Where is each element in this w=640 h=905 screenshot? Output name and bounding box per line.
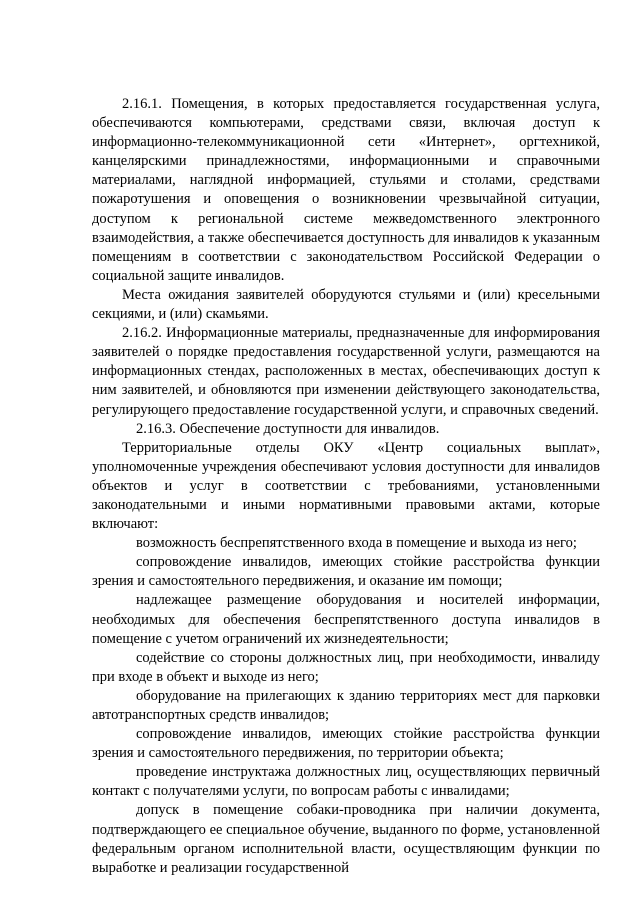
list-item: сопровождение инвалидов, имеющих стойкие расстройства функции зрения и самостоятельного передвижения, и оказание им помощи; (92, 554, 600, 590)
list-item: возможность беспрепятственного входа в помещение и выхода из него; (136, 535, 577, 552)
list-item: проведение инструктажа должностных лиц, осуществляющих первичный контакт с получателями услуги, по вопросам работы с инвалидами; (92, 764, 600, 800)
document-body (92, 95, 600, 878)
list-item: содействие со стороны должностных лиц, при необходимости, инвалиду при входе в объект и выходе из него; (92, 649, 600, 685)
paragraph-territorial-offices: Территориальные отделы ОКУ «Центр социальных выплат», уполномоченные учреждения обеспечивают условия доступности для инвалидов объектов и услуг в соответствии с требованиями, установленными законодательными и иными нормативными правовыми актами, которые включают: (92, 439, 600, 533)
list-item: сопровождение инвалидов, имеющих стойкие расстройства функции зрения и самостоятельного передвижения, по территории объекта; (92, 726, 600, 762)
paragraph-2-16-1: 2.16.1. Помещения, в которых предоставляется государственная услуга, обеспечиваются компьютерами, средствами связи, включая доступ к информационно-телекоммуникационной сети «Интернет», оргтехникой, канцелярскими принадлежностями, информационными и справочными материалами, наглядной информацией, стульями и столами, средствами пожаротушения и оповещения о возникновении чрезвычайной ситуации, доступом к региональной системе межведомственного электронного взаимодействия, а также обеспечивается доступность для инвалидов к указанным помещениям в соответствии с законодательством Российской Федерации о социальной защите инвалидов. (92, 96, 600, 284)
paragraph-2-16-2: 2.16.2. Информационные материалы, предназначенные для информирования заявителей о порядке предоставления государственной услуги, размещаются на информационных стендах, расположенных в местах, обеспечивающих доступ к ним заявителей, и обновляются при изменении действующего законодательства, регулирующего предоставление государственной услуги, и справочных сведений. (92, 325, 600, 418)
list-item: надлежащее размещение оборудования и носителей информации, необходимых для обеспечения беспрепятственного доступа инвалидов в помещение с учетом ограничений их жизнедеятельности; (92, 592, 600, 647)
paragraph-waiting-places: Места ожидания заявителей оборудуются стульями и (или) кресельными секциями, и (или) скамьями. (92, 286, 600, 323)
list-item: допуск в помещение собаки-проводника при наличии документа, подтверждающего ее специальное обучение, выданного по форме, установленной федеральным органом исполнительной власти, осуществляющим функции по выработке и реализации государственной (92, 802, 600, 876)
list-item: оборудование на прилегающих к зданию территориях мест для парковки автотранспортных средств инвалидов; (92, 687, 600, 723)
paragraph-2-16-3: 2.16.3. Обеспечение доступности для инвалидов. (136, 420, 440, 437)
